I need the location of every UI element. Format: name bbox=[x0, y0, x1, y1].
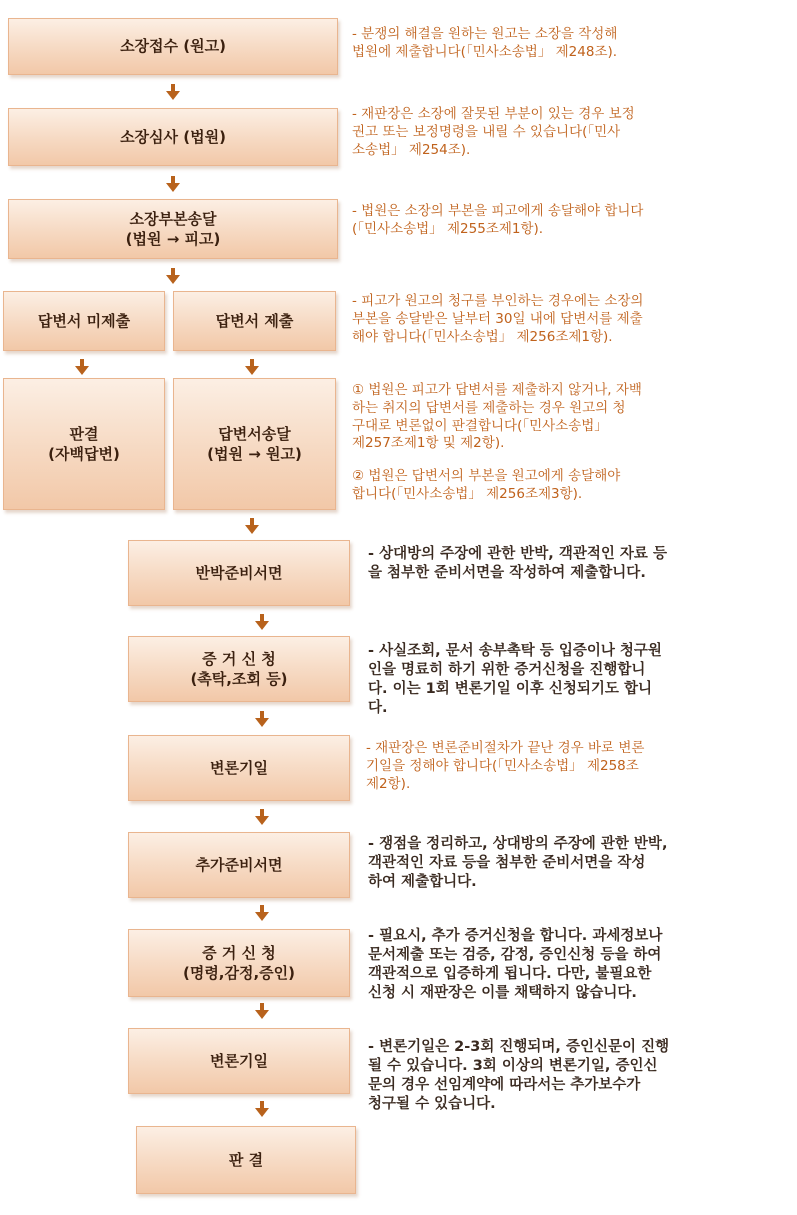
step-label: 소장부본송달 bbox=[129, 209, 217, 228]
step-evidence-request-2 bbox=[128, 929, 350, 997]
step-no-answer bbox=[3, 291, 165, 351]
desc-evidence-request-2: - 필요시, 추가 증거신청을 합니다. 과세정보나 문서제출 또는 검증, 감정, 증인신청 등을 하여 객관적으로 입증하게 됩니다. 다만, 불필요한 신청 시 재판장은 이를 채택하지 않습니다. bbox=[368, 928, 663, 1001]
step-label: 소장접수 (원고) bbox=[120, 37, 226, 56]
arrow-down-icon bbox=[255, 718, 269, 727]
desc-service-copy: - 법원은 소장의 부본을 피고에게 송달해야 합니다 (「민사소송법」 제255조제1항). bbox=[352, 203, 644, 237]
step-label: 답변서송달 bbox=[218, 424, 291, 443]
arrow-down-icon bbox=[245, 525, 259, 534]
step-judgment-confession bbox=[3, 378, 165, 510]
desc-complaint-review: - 재판장은 소장에 잘못된 부분이 있는 경우 보정 권고 또는 보정명령을 내릴 수 있습니다(「민사 소송법」 제254조). bbox=[352, 106, 635, 158]
desc-rebuttal-brief: - 상대방의 주장에 관한 반박, 객관적인 자료 등 을 첨부한 준비서면을 작성하여 제출합니다. bbox=[368, 546, 667, 581]
step-evidence-request-1 bbox=[128, 636, 350, 702]
desc-complaint-filing: - 분쟁의 해결을 원하는 원고는 소장을 작성해 법원에 제출합니다(「민사소송법」 제248조). bbox=[352, 26, 618, 60]
step-label: 소장심사 (법원) bbox=[120, 127, 226, 146]
step-label: 변론기일 bbox=[210, 758, 268, 777]
step-label: 변론기일 bbox=[210, 1051, 268, 1070]
step-service-copy bbox=[8, 199, 338, 259]
desc-hearing-date-1: - 재판장은 변론준비절차가 끝난 경우 바로 변론 기일을 정해야 합니다(「민사소송법」 제258조 제2항). bbox=[366, 740, 645, 792]
step-sublabel: (명령,감정,증인) bbox=[182, 964, 296, 982]
step-sublabel: (촉탁,조회 등) bbox=[190, 670, 288, 688]
desc-hearing-date-2: - 변론기일은 2-3회 진행되며, 증인신문이 진행 될 수 있습니다. 3회 이상의 변론기일, 증인신 문의 경우 선임계약에 따라서는 추가보수가 청구될 수 있습니다. bbox=[368, 1039, 670, 1112]
step-complaint-review bbox=[8, 108, 338, 166]
step-sublabel: (법원 → 원고) bbox=[207, 445, 302, 463]
arrow-down-icon bbox=[166, 275, 180, 284]
step-answer-submitted bbox=[173, 291, 336, 351]
arrow-down-icon bbox=[245, 366, 259, 375]
arrow-down-icon bbox=[166, 91, 180, 100]
arrow-down-icon bbox=[255, 621, 269, 630]
step-label: 증 거 신 청 bbox=[202, 649, 276, 668]
step-hearing-date-1 bbox=[128, 735, 350, 801]
desc-answer-service: ② 법원은 답변서의 부본을 원고에게 송달해야 합니다(「민사소송법」 제256조제3항). bbox=[352, 468, 621, 502]
step-label: 답변서 제출 bbox=[215, 311, 294, 330]
step-rebuttal-brief bbox=[128, 540, 350, 606]
step-label: 판결 bbox=[69, 424, 99, 443]
step-label: 답변서 미제출 bbox=[37, 311, 131, 330]
step-label: 반박준비서면 bbox=[195, 563, 283, 582]
desc-judgment-without-hearing: ① 법원은 피고가 답변서를 제출하지 않거나, 자백 하는 취지의 답변서를 제출하는 경우 원고의 청 구대로 변론없이 판결합니다(「민사소송법」 제257조제1항 및 제2항). bbox=[352, 382, 642, 452]
step-additional-brief bbox=[128, 832, 350, 898]
step-label: 판 결 bbox=[228, 1150, 264, 1169]
desc-answer-deadline: - 피고가 원고의 청구를 부인하는 경우에는 소장의 부본을 송달받은 날부터 30일 내에 답변서를 제출 해야 합니다(「민사소송법」 제256조제1항). bbox=[352, 293, 644, 345]
step-complaint-filing bbox=[8, 18, 338, 75]
step-sublabel: (법원 → 피고) bbox=[125, 230, 221, 248]
desc-evidence-request-1: - 사실조회, 문서 송부촉탁 등 입증이나 청구원 인을 명료히 하기 위한 증거신청을 진행합니 다. 이는 1회 변론기일 이후 신청되기도 합니 다. bbox=[368, 643, 662, 716]
arrow-down-icon bbox=[75, 366, 89, 375]
desc-additional-brief: - 쟁점을 정리하고, 상대방의 주장에 관한 반박, 객관적인 자료 등을 첨부한 준비서면을 작성 하여 제출합니다. bbox=[368, 836, 668, 890]
arrow-down-icon bbox=[255, 912, 269, 921]
step-label: 증 거 신 청 bbox=[202, 943, 276, 962]
arrow-down-icon bbox=[255, 1108, 269, 1117]
arrow-down-icon bbox=[166, 183, 180, 192]
step-hearing-date-2 bbox=[128, 1028, 350, 1094]
step-label: 추가준비서면 bbox=[195, 855, 283, 874]
step-sublabel: (자백답변) bbox=[48, 445, 120, 463]
step-final-judgment bbox=[136, 1126, 356, 1194]
arrow-down-icon bbox=[255, 816, 269, 825]
step-answer-service bbox=[173, 378, 336, 510]
arrow-down-icon bbox=[255, 1010, 269, 1019]
